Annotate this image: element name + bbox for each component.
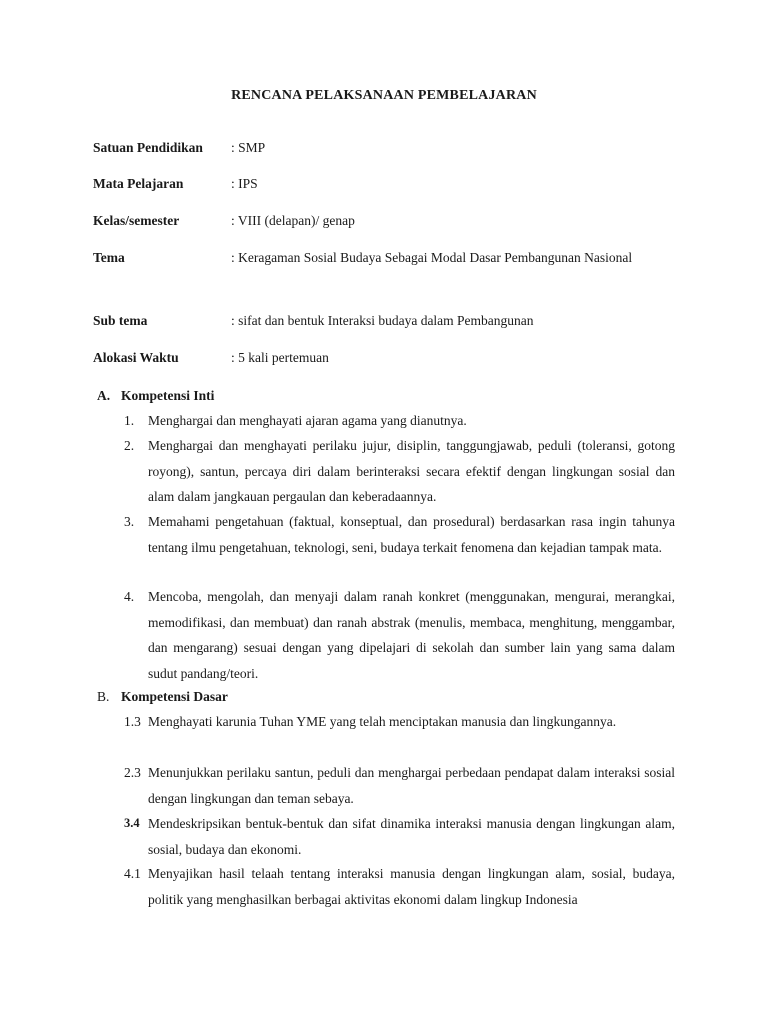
list-item	[124, 709, 675, 735]
list-item-text: Menghargai dan menghayati ajaran agama yang dianutnya.	[148, 413, 467, 428]
section-letter: A.	[97, 388, 111, 403]
list-item-text: Mencoba, mengolah, dan menyaji dalam ranah konkret (menggunakan, mengurai, merangkai, memodifikasi, dan membuat) dan ranah abstrak (menulis, membaca, menghitung, menggambar, dan mengarang) sesuai dengan yang dipelajari di sekolah dan sumber lain yang sama dalam sudut pandang/teori.	[148, 589, 675, 681]
identity-value: : sifat dan bentuk Interaksi budaya dalam Pembangunan	[231, 313, 534, 328]
identity-value: : Keragaman Sosial Budaya Sebagai Modal Dasar Pembangunan Nasional	[231, 250, 633, 265]
list-item-text: Menyajikan hasil telaah tentang interaksi manusia dengan lingkungan alam, sosial, budaya, politik yang menghasilkan berbagai aktivitas ekonomi dalam lingkup Indonesia	[148, 866, 675, 907]
list-item-text: Mendeskripsikan bentuk-bentuk dan sifat dinamika interaksi manusia dengan lingkungan alam, sosial, budaya dan ekonomi.	[148, 816, 675, 857]
list-item-number: 2.3	[124, 765, 141, 780]
section-heading-kompetensi-dasar	[97, 684, 228, 710]
document-title: RENCANA PELAKSANAAN PEMBELAJARAN	[231, 88, 537, 103]
section-heading-text: Kompetensi Dasar	[121, 689, 228, 704]
list-item-text: Menghayati karunia Tuhan YME yang telah menciptakan manusia dan lingkungannya.	[148, 714, 617, 729]
list-item	[124, 584, 675, 686]
list-item-number: 4.1	[124, 866, 141, 881]
list-item-text: Memahami pengetahuan (faktual, konseptual, dan prosedural) berdasarkan rasa ingin tahunya tentang ilmu pengetahuan, teknologi, seni, budaya terkait fenomena dan kejadian tampak mata.	[148, 514, 675, 555]
list-item-number: 1.3	[124, 714, 141, 729]
identity-label: Sub tema	[93, 313, 148, 328]
identity-value: : 5 kali pertemuan	[231, 350, 329, 365]
section-letter: B.	[97, 689, 110, 704]
list-item	[124, 760, 675, 811]
list-item-number: 3.4	[124, 816, 140, 830]
identity-label: Kelas/semester	[93, 213, 180, 228]
list-item	[124, 509, 675, 560]
identity-label: Alokasi Waktu	[93, 350, 179, 365]
identity-value: : SMP	[231, 140, 266, 155]
identity-label: Tema	[93, 250, 125, 265]
list-item	[124, 433, 675, 510]
section-heading-kompetensi-inti	[97, 383, 214, 409]
identity-label: Mata Pelajaran	[93, 176, 184, 191]
list-item	[124, 408, 675, 434]
list-item-number: 2.	[124, 438, 135, 453]
list-item-number: 3.	[124, 514, 135, 529]
identity-value: : IPS	[231, 176, 258, 191]
list-item-text: Menghargai dan menghayati perilaku jujur, disiplin, tanggungjawab, peduli (toleransi, gotong royong), santun, percaya diri dalam berinteraksi secara efektif dengan lingkungan sosial dan alam dalam jangkauan pergaulan dan keberadaannya.	[148, 438, 675, 504]
identity-label: Satuan Pendidikan	[93, 140, 203, 155]
identity-value: : VIII (delapan)/ genap	[231, 213, 355, 228]
list-item-text: Menunjukkan perilaku santun, peduli dan menghargai perbedaan pendapat dalam interaksi sosial dengan lingkungan dan teman sebaya.	[148, 765, 675, 806]
list-item	[124, 861, 675, 912]
list-item	[124, 811, 675, 862]
list-item-number: 4.	[124, 589, 135, 604]
section-heading-text: Kompetensi Inti	[121, 388, 215, 403]
list-item-number: 1.	[124, 413, 135, 428]
